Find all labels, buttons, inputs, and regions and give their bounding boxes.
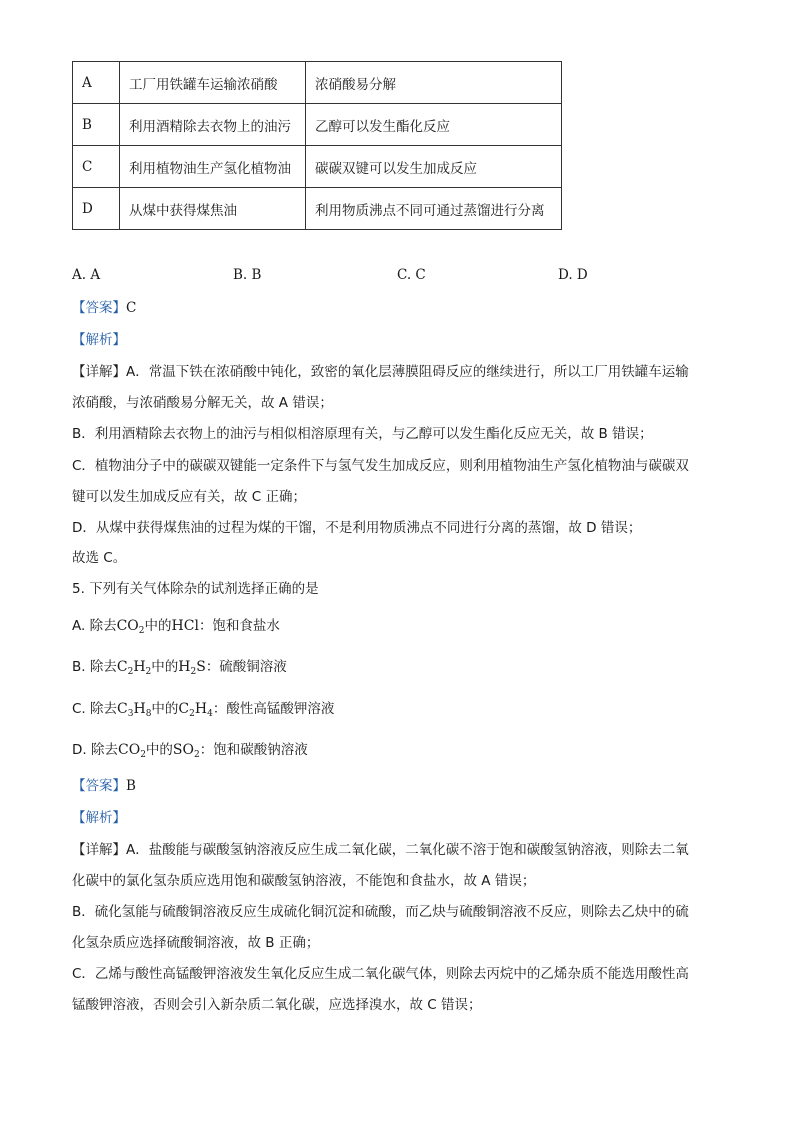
q4-answer	[72, 298, 136, 318]
row-key: C	[73, 146, 120, 188]
q5-option-b: B. 除去$C_2H_2$中的$H_2S$：硫酸铜溶液	[72, 659, 287, 677]
choice-b: B. B	[233, 267, 262, 283]
row-reason: 利用物质沸点不同可通过蒸馏进行分离	[306, 188, 562, 230]
q5-answer	[72, 776, 136, 796]
q5-stem: 5. 下列有关气体除杂的试剂选择正确的是	[72, 581, 319, 597]
row-key: B	[73, 104, 120, 146]
q5-detail-line: 化氢杂质应选择硫酸铜溶液，故 B 正确；	[72, 935, 320, 951]
q5-detail-line	[72, 840, 689, 860]
choice-d: D. D	[558, 267, 588, 283]
answer-value: B	[126, 778, 136, 794]
detail-text: A．盐酸能与碳酸氢钠溶液反应生成二氧化碳，二氧化碳不溶于饱和碳酸氢钠溶液，则除去二氧	[126, 842, 689, 858]
row-action: 从煤中获得煤焦油	[120, 188, 306, 230]
choice-a: A. A	[72, 267, 101, 283]
detail-tag: 【详解】	[72, 842, 126, 858]
q5-detail-line: 化碳中的氯化氢杂质应选用饱和碳酸氢钠溶液，不能饱和食盐水，故 A 错误；	[72, 873, 536, 889]
q4-detail-line: D．从煤中获得煤焦油的过程为煤的干馏，不是利用物质沸点不同进行分离的蒸馏，故 D 错误；	[72, 520, 642, 536]
row-reason: 乙醇可以发生酯化反应	[306, 104, 562, 146]
q5-detail-line: 锰酸钾溶液，否则会引入新杂质二氧化碳，应选择溴水，故 C 错误；	[72, 997, 482, 1013]
choice-c: C. C	[397, 267, 426, 283]
table-row	[73, 188, 562, 230]
q4-choices	[72, 267, 672, 287]
row-reason: 浓硝酸易分解	[306, 62, 562, 104]
q4-detail-line: 键可以发生加成反应有关，故 C 正确；	[72, 489, 307, 505]
q4-analysis-tag: 【解析】	[72, 332, 126, 348]
q4-detail-line: 浓硝酸，与浓硝酸易分解无关，故 A 错误；	[72, 395, 333, 411]
table-row	[73, 62, 562, 104]
q4-detail-line	[72, 362, 689, 382]
row-key: D	[73, 188, 120, 230]
detail-text: A．常温下铁在浓硝酸中钝化，致密的氧化层薄膜阻碍反应的继续进行，所以工厂用铁罐车运输	[126, 364, 689, 380]
q5-analysis-tag: 【解析】	[72, 810, 126, 826]
q5-option-a: A. 除去$CO_2$中的HCl：饱和食盐水	[72, 618, 280, 636]
options-table	[72, 61, 562, 230]
q4-detail-line: B．利用酒精除去衣物上的油污与相似相溶原理有关，与乙醇可以发生酯化反应无关，故 B 错误；	[72, 426, 653, 442]
answer-tag: 【答案】	[72, 300, 126, 316]
q4-detail-line: C．植物油分子中的碳碳双键能一定条件下与氢气发生加成反应，则利用植物油生产氢化植物油与碳碳双	[72, 458, 689, 474]
answer-value: C	[126, 300, 137, 316]
detail-tag: 【详解】	[72, 364, 126, 380]
row-reason: 碳碳双键可以发生加成反应	[306, 146, 562, 188]
row-key: A	[73, 62, 120, 104]
row-action: 利用植物油生产氢化植物油	[120, 146, 306, 188]
table-row	[73, 146, 562, 188]
answer-tag: 【答案】	[72, 778, 126, 794]
table-row	[73, 104, 562, 146]
q5-option-c: C. 除去$C_3H_8$中的$C_2H_4$：酸性高锰酸钾溶液	[72, 701, 335, 719]
q4-detail-line: 故选 C。	[72, 550, 127, 566]
q5-detail-line: B．硫化氢能与硫酸铜溶液反应生成硫化铜沉淀和硫酸，而乙炔与硫酸铜溶液不反应，则除去乙炔中的硫	[72, 904, 689, 920]
row-action: 工厂用铁罐车运输浓硝酸	[120, 62, 306, 104]
q5-option-d: D. 除去$CO_2$中的$SO_2$：饱和碳酸钠溶液	[72, 742, 308, 760]
q5-detail-line: C．乙烯与酸性高锰酸钾溶液发生氧化反应生成二氧化碳气体，则除去丙烷中的乙烯杂质不能选用酸性高	[72, 966, 689, 982]
row-action: 利用酒精除去衣物上的油污	[120, 104, 306, 146]
